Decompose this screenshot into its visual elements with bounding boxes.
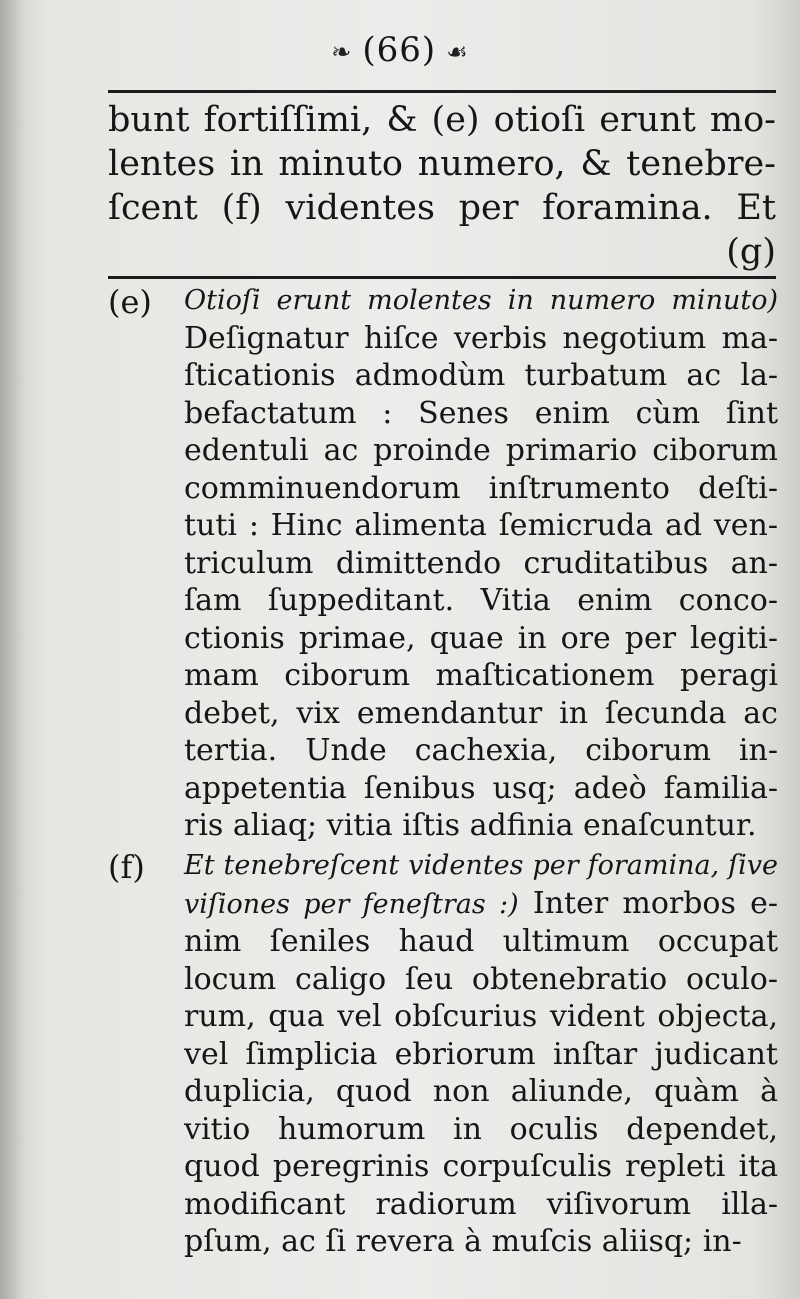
footnote-heading: Et tenebreſcent videntes per foramina, ſive xyxy=(184,850,778,881)
footnote-body xyxy=(184,282,778,845)
footnote-line: duplicia, quod non aliunde, quàm à xyxy=(184,1074,778,1109)
footnote-line: modificant radiorum viſivorum illa- xyxy=(184,1186,778,1222)
footnote-line: ſticationis admodùm turbatum ac la- xyxy=(184,358,778,393)
footnote-line: ris aliaq; vitia iſtis adfinia enaſcuntur. xyxy=(184,808,757,843)
footnote-line: vel ſimplicia ebriorum inſtar judicant xyxy=(184,1036,778,1072)
footnote-line: nim ſeniles haud ultimum occupat xyxy=(184,924,778,959)
footnote-marker: (e) xyxy=(108,283,152,321)
footnote-line: debet, vix emendantur in ſecunda ac xyxy=(184,695,778,731)
footnote-marker: (f) xyxy=(108,848,145,886)
page-number: (66) xyxy=(362,30,437,70)
footnote-line: locum caligo ſeu obtenebratio oculo- xyxy=(184,961,778,997)
main-text-line: lentes in minuto numero, & tenebre- xyxy=(108,144,776,184)
page-header xyxy=(0,30,800,70)
footnote-body xyxy=(184,847,778,1261)
main-text-line: bunt fortiſſimi, & (e) otioſi erunt mo- xyxy=(108,100,776,140)
footnote-line: mam ciborum maſticationem peragi xyxy=(184,658,778,693)
footnote-line: ctionis primae, quae in ore per legiti- xyxy=(184,620,778,656)
footnote-line: quod peregrinis corpuſculis repleti ita xyxy=(184,1149,778,1184)
ornament-left-icon: ❧ xyxy=(331,38,353,66)
catchword: (g) xyxy=(726,232,776,272)
main-text-line: ſcent (f) videntes per foramina. Et xyxy=(108,188,776,228)
header-rule xyxy=(108,90,776,93)
footnote-line: pſum, ac ſi revera à muſcis aliisq; in- xyxy=(184,1224,742,1259)
footnote-heading-roman: Inter morbos e- xyxy=(518,885,778,921)
footnote-rule xyxy=(108,276,776,279)
footnote-line: comminuendorum inſtrumento deſti- xyxy=(184,470,778,506)
footnote-line: befactatum : Senes enim cùm ſint xyxy=(184,395,778,431)
footnote-line: rum, qua vel obſcurius vident objecta, xyxy=(184,999,778,1034)
ornament-right-icon: ☙ xyxy=(446,38,469,66)
footnote-heading-italic: viſiones per feneſtras :) xyxy=(184,888,519,920)
footnote-line: vitio humorum in oculis dependet, xyxy=(184,1111,778,1147)
footnote-heading-line-2 xyxy=(184,885,778,924)
footnote-line: tertia. Unde cachexia, ciborum in- xyxy=(184,733,778,768)
footnote-heading: Otioſi erunt molentes in numero minuto) xyxy=(184,285,778,316)
footnote-line: edentuli ac proinde primario ciborum xyxy=(184,433,778,468)
main-text-block xyxy=(108,98,776,274)
footnote-line: tuti : Hinc alimenta ſemicruda ad ven- xyxy=(184,508,778,543)
footnote-line: Deſignatur hiſce verbis negotium ma- xyxy=(184,320,778,356)
footnote-line: ſam ſuppeditant. Vitia enim conco- xyxy=(184,583,778,618)
footnote-line: appetentia ſenibus usq; adeò familia- xyxy=(184,770,778,806)
footnote-line: triculum dimittendo cruditatibus an- xyxy=(184,545,778,581)
page-gutter-shadow xyxy=(0,0,26,1299)
